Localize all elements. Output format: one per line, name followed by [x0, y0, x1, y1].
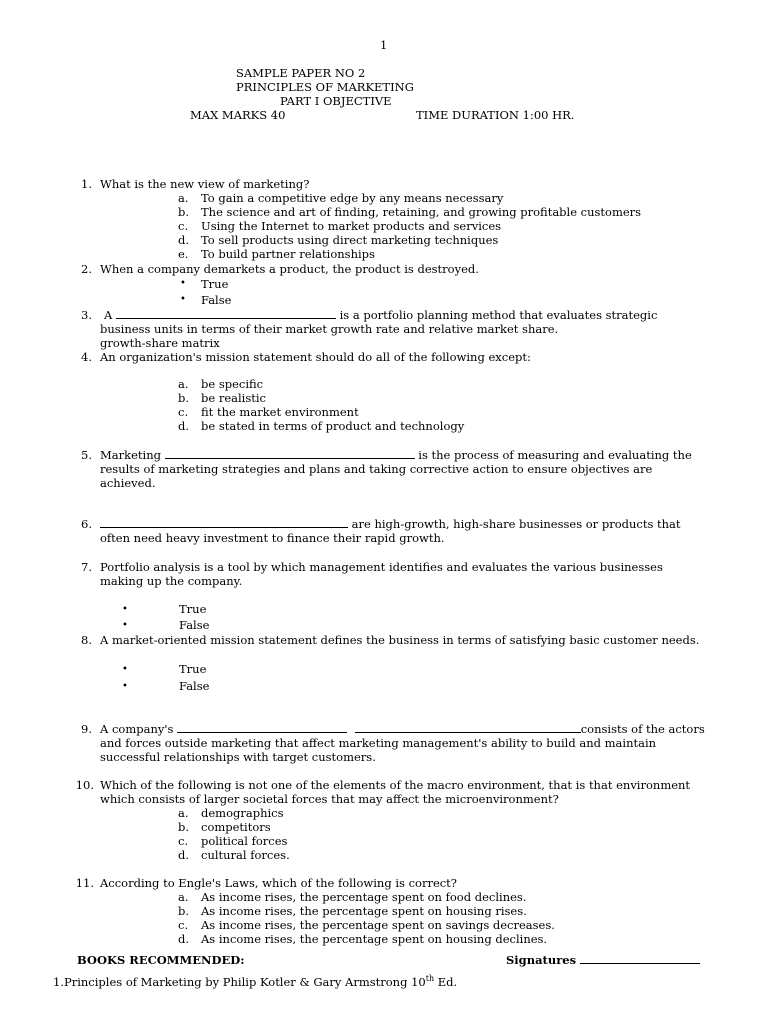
answer-blank-2	[355, 722, 581, 733]
question-text: Portfolio analysis is a tool by which management identifies and evaluates the various businesses	[100, 560, 663, 574]
option-letter: b.	[178, 820, 190, 834]
option-letter: a.	[178, 890, 189, 904]
bullet-icon: •	[122, 620, 128, 631]
option-text: competitors	[201, 820, 271, 834]
question-text	[104, 308, 657, 322]
book-reference-end: Ed.	[434, 975, 458, 989]
option-text: As income rises, the percentage spent on food declines.	[201, 890, 527, 904]
option-text: be stated in terms of product and technology	[201, 419, 465, 433]
option-true: True	[179, 662, 207, 676]
option-text: cultural forces.	[201, 848, 290, 862]
question-prefix: A company's	[100, 722, 174, 736]
option-letter: d.	[178, 419, 190, 433]
question-prefix: A	[104, 308, 113, 322]
option-letter: b.	[178, 391, 190, 405]
book-reference	[53, 975, 457, 989]
option-letter: c.	[178, 219, 189, 233]
bullet-icon: •	[122, 664, 128, 675]
question-number: 3.	[81, 308, 92, 322]
option-text: Using the Internet to market products and services	[201, 219, 502, 233]
option-text: be specific	[201, 377, 264, 391]
question-text: An organization's mission statement should do all of the following except:	[100, 350, 531, 364]
question-text-line2: business units in terms of their market growth rate and relative market share.	[100, 322, 559, 336]
option-text: To build partner relationships	[201, 247, 375, 261]
question-number: 7.	[81, 560, 92, 574]
option-letter: c.	[178, 834, 189, 848]
question-text-line2: results of marketing strategies and plans and taking corrective action to ensure objectives are	[100, 462, 653, 476]
answer-text: growth-share matrix	[100, 336, 220, 350]
option-text: political forces	[201, 834, 288, 848]
subject-title: PRINCIPLES OF MARKETING	[236, 80, 414, 94]
option-text: To gain a competitive edge by any means necessary	[201, 191, 504, 205]
option-letter: d.	[178, 932, 190, 946]
question-text	[100, 448, 692, 462]
option-letter: e.	[178, 247, 189, 261]
option-letter: a.	[178, 377, 189, 391]
option-false: False	[179, 618, 210, 632]
option-text: fit the market environment	[201, 405, 359, 419]
option-letter: b.	[178, 205, 190, 219]
option-letter: a.	[178, 806, 189, 820]
question-number: 10.	[75, 778, 94, 792]
answer-blank	[116, 308, 336, 319]
bullet-icon: •	[122, 604, 128, 615]
bullet-icon: •	[180, 278, 186, 289]
question-text: According to Engle's Laws, which of the following is correct?	[100, 876, 457, 890]
option-true: True	[179, 602, 207, 616]
question-number: 9.	[81, 722, 92, 736]
option-letter: a.	[178, 191, 189, 205]
question-number: 8.	[81, 633, 92, 647]
question-text: A market-oriented mission statement defines the business in terms of satisfying basic customer needs.	[100, 633, 700, 647]
question-text-line3: successful relationships with target customers.	[100, 750, 376, 764]
book-reference-text: 1.Principles of Marketing by Philip Kotler & Gary Armstrong 10	[53, 975, 426, 989]
option-text: To sell products using direct marketing techniques	[201, 233, 499, 247]
signature-blank	[580, 953, 700, 964]
bullet-icon: •	[122, 681, 128, 692]
question-text-line2: and forces outside marketing that affect marketing management's ability to build and maintain	[100, 736, 657, 750]
question-suffix: is a portfolio planning method that evaluates strategic	[339, 308, 658, 322]
edition-superscript: th	[425, 974, 435, 984]
option-text: As income rises, the percentage spent on housing declines.	[201, 932, 548, 946]
question-number: 2.	[81, 262, 92, 276]
time-duration: TIME DURATION 1:00 HR.	[416, 108, 575, 122]
question-text: When a company demarkets a product, the product is destroyed.	[100, 262, 479, 276]
question-text	[100, 517, 681, 531]
option-true: True	[201, 277, 229, 291]
answer-blank-1	[177, 722, 347, 733]
option-text: be realistic	[201, 391, 266, 405]
part-title: PART I OBJECTIVE	[280, 94, 392, 108]
option-letter: d.	[178, 233, 190, 247]
page-number: 1	[380, 38, 388, 52]
max-marks: MAX MARKS 40	[190, 108, 286, 122]
option-text: The science and art of finding, retaining, and growing profitable customers	[201, 205, 642, 219]
question-number: 5.	[81, 448, 92, 462]
question-number: 4.	[81, 350, 92, 364]
question-suffix: consists of the actors	[580, 722, 705, 736]
question-number: 6.	[81, 517, 92, 531]
question-text-line2: which consists of larger societal forces that may affect the microenvironment?	[100, 792, 559, 806]
option-text: As income rises, the percentage spent on savings decreases.	[201, 918, 555, 932]
question-suffix: are high-growth, high-share businesses or products that	[351, 517, 681, 531]
option-letter: d.	[178, 848, 190, 862]
question-text: Which of the following is not one of the elements of the macro environment, that is that environment	[100, 778, 691, 792]
option-letter: c.	[178, 918, 189, 932]
question-number: 11.	[75, 876, 94, 890]
question-text	[100, 722, 705, 736]
option-letter: c.	[178, 405, 189, 419]
question-number: 1.	[81, 177, 92, 191]
books-recommended-label: BOOKS RECOMMENDED:	[77, 953, 245, 967]
signatures-label: Signatures	[506, 953, 577, 967]
question-text-line2: often need heavy investment to finance their rapid growth.	[100, 531, 445, 545]
question-text-line3: achieved.	[100, 476, 156, 490]
question-prefix: Marketing	[100, 448, 161, 462]
answer-blank	[100, 517, 348, 528]
question-text-line2: making up the company.	[100, 574, 243, 588]
option-false: False	[179, 679, 210, 693]
option-text: As income rises, the percentage spent on housing rises.	[201, 904, 527, 918]
option-letter: b.	[178, 904, 190, 918]
question-suffix: is the process of measuring and evaluating the	[418, 448, 692, 462]
question-text: What is the new view of marketing?	[100, 177, 310, 191]
option-text: demographics	[201, 806, 284, 820]
signatures-field	[506, 953, 700, 967]
paper-title: SAMPLE PAPER NO 2	[236, 66, 366, 80]
answer-blank	[165, 448, 415, 459]
option-false: False	[201, 293, 232, 307]
bullet-icon: •	[180, 294, 186, 305]
